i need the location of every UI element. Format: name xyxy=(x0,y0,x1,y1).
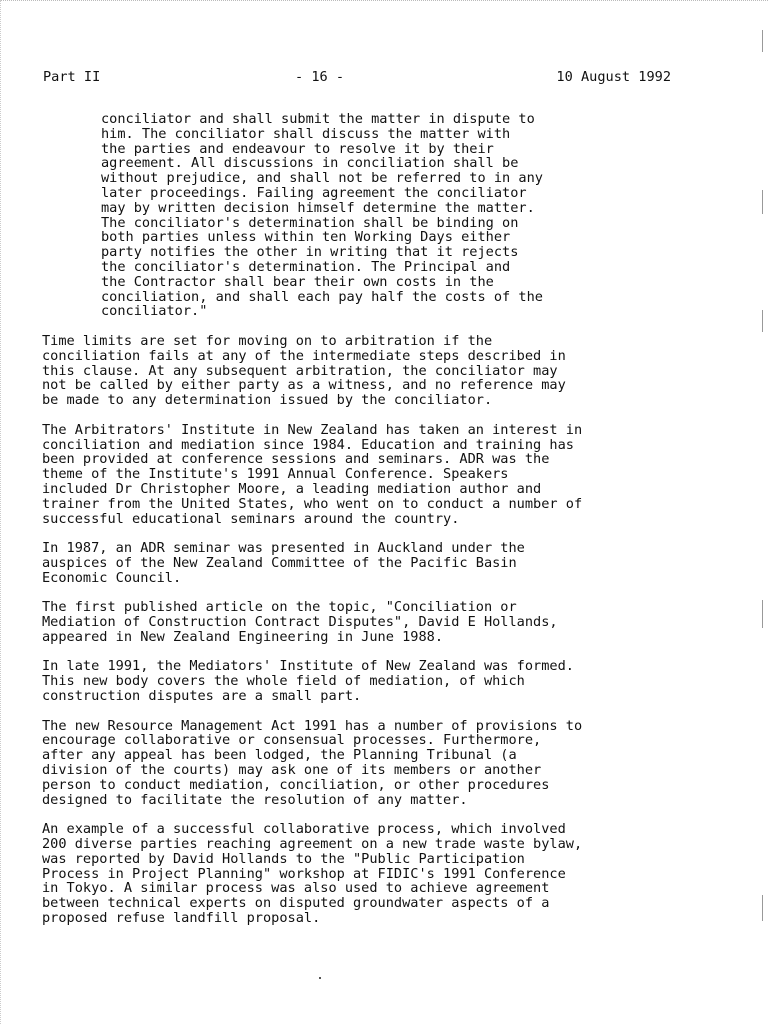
body-paragraph: The first published article on the topic, "Conciliation or Mediation of Construction Contract Disputes", David E Hollands, appeared in New Zealand Engineering in June 1988. xyxy=(42,599,558,645)
body-paragraph: In late 1991, the Mediators' Institute of New Zealand was formed. This new body covers the whole field of mediation, of which construction disputes are a small part. xyxy=(42,658,574,705)
document-body xyxy=(42,112,682,941)
scan-mark-right xyxy=(762,310,763,332)
body-paragraph: In 1987, an ADR seminar was presented in Auckland under the auspices of the New Zealand Committee of the Pacific Basin Economic Council. xyxy=(42,540,525,586)
header-part: Part II xyxy=(43,69,101,85)
page-header xyxy=(43,69,671,85)
body-paragraph: The Arbitrators' Institute in New Zealand has taken an interest in conciliation and mediation since 1984. Education and training has been provided at conference sessions and seminars. ADR was the theme of the Institute's 1991 Annual Conference. Speakers included Dr Christopher Moore, a leading mediation author and trainer from the United States, who went on to conduct a number of successful educational seminars around the country. xyxy=(42,421,583,527)
header-page-number: - 16 - xyxy=(295,69,345,85)
scan-mark-right xyxy=(762,30,763,52)
scan-mark-right xyxy=(762,600,763,628)
body-paragraph: Time limits are set for moving on to arbitration if the conciliation fails at any of the intermediate steps described in this clause. At any subsequent arbitration, the conciliator may not be called by either party as a witness, and no reference may be made to any determination issued by the conciliator. xyxy=(42,332,566,409)
scan-edge-left xyxy=(0,0,3,1024)
body-paragraph: The new Resource Management Act 1991 has a number of provisions to encourage collaborative or consensual processes. Furthermore, after any appeal has been lodged, the Planning Tribunal (a division of the courts) may ask one of its members or another person to conduct mediation, conciliation, or other procedures designed to facilitate the resolution of any matter. xyxy=(42,717,583,808)
body-paragraph: An example of a successful collaborative process, which involved 200 diverse parties reaching agreement on a new trade waste bylaw, was reported by David Hollands to the "Public Participation Process in Project Planning" workshop at FIDIC's 1991 Conference in Tokyo. A similar process was also used to achieve agreement between technical experts on disputed groundwater aspects of a proposed refuse landfill proposal. xyxy=(42,821,583,927)
scan-mark-right xyxy=(762,190,763,214)
scan-speck xyxy=(319,977,321,979)
quoted-clause-paragraph: conciliator and shall submit the matter in dispute to him. The conciliator shall discuss the matter with the parties and endeavour to resolve it by their agreement. All discussions in conciliation shall be without prejudice, and shall not be referred to in any later proceedings. Failing agreement the conciliator may by written decision himself determine the matter. The conciliator's determination shall be binding on both parties unless within ten Working Days either party notifies the other in writing that it rejects the conciliator's determination. The Principal and the Contractor shall bear their own costs in the conciliation, and shall each pay half the costs of the conciliator." xyxy=(101,111,543,320)
scan-mark-right xyxy=(762,895,763,921)
scan-edge-top xyxy=(0,0,768,3)
header-date: 10 August 1992 xyxy=(556,69,671,85)
